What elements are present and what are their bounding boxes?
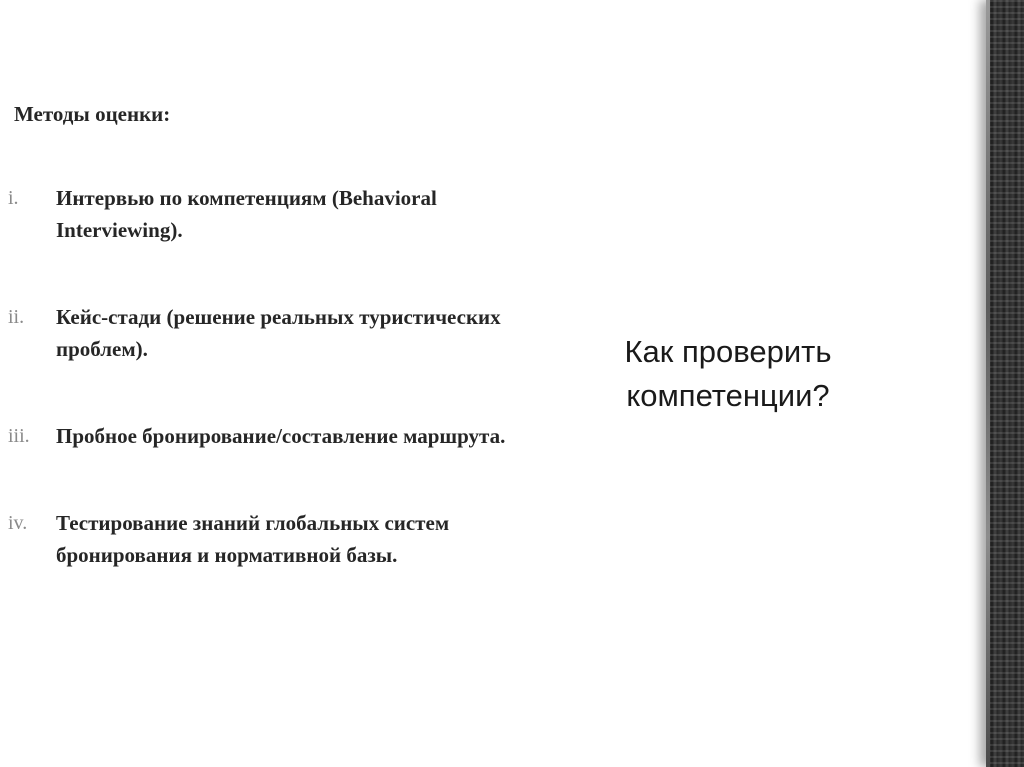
heading-line-1: Как проверить [624, 334, 832, 369]
method-item [8, 301, 514, 365]
method-text: Кейс-стади (решение реальных туристических проблем). [56, 305, 501, 361]
method-item [8, 182, 514, 246]
decorative-edge-border [986, 0, 1024, 767]
method-numeral: i. [8, 187, 19, 209]
method-item [8, 420, 514, 452]
slide-heading [568, 330, 888, 418]
method-item [8, 507, 514, 571]
methods-list [8, 182, 514, 571]
method-numeral: iii. [8, 425, 30, 447]
methods-block [8, 100, 514, 571]
method-numeral: iv. [8, 512, 28, 534]
heading-line-2: компетенции? [626, 378, 830, 413]
method-numeral: ii. [8, 306, 25, 328]
method-text: Интервью по компетенциям (Behavioral Interviewing). [56, 186, 437, 242]
method-text: Пробное бронирование/составление маршрута. [56, 424, 506, 448]
section-title: Методы оценки: [14, 102, 171, 126]
method-text: Тестирование знаний глобальных систем бронирования и нормативной базы. [56, 511, 450, 567]
